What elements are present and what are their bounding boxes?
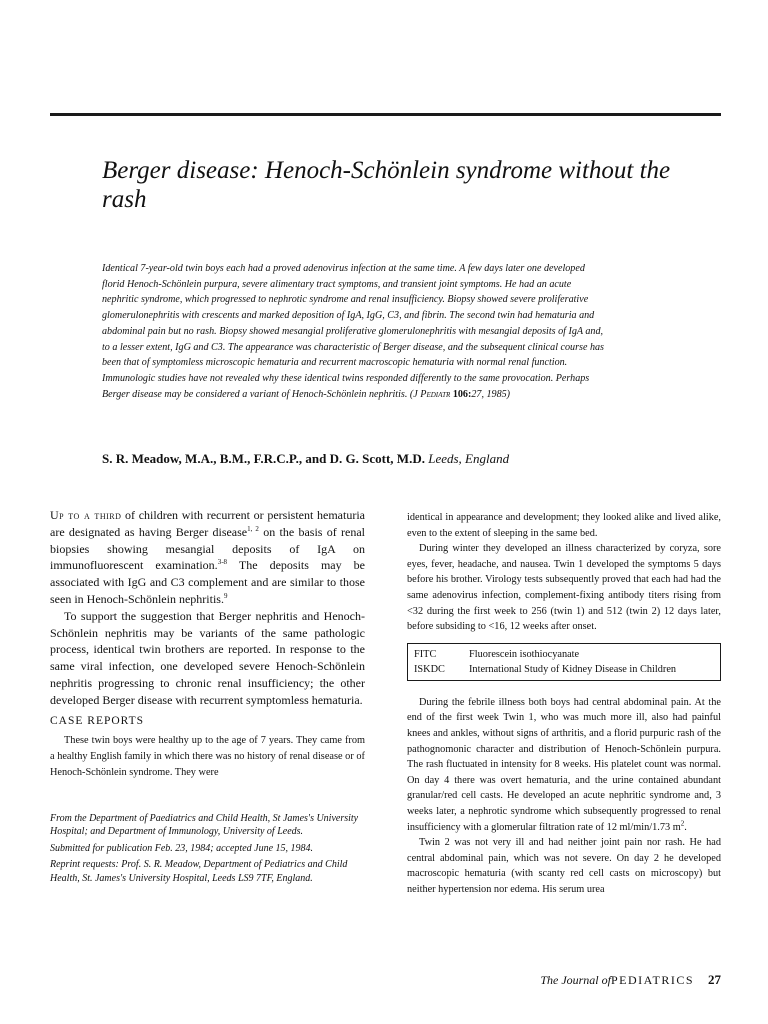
footnote-affiliation: From the Department of Paediatrics and Child Health, St James's University Hospital; and Department of Immunology, University of Leeds. bbox=[50, 813, 359, 838]
section-heading-case-reports: CASE REPORTS bbox=[50, 714, 145, 727]
right-paragraph-4: Twin 2 was not very ill and had neither joint pain nor rash. He had central abdominal pain, which was not severe. On day 2 he developed macroscopic hematuria (with scanty red cell casts on microscopy) but neither hypertension nor edema. His serum urea bbox=[407, 837, 721, 895]
ref-sup-3: 9 bbox=[223, 591, 228, 600]
unit-superscript: 2 bbox=[680, 819, 685, 828]
abstract-citation-journal: Pediatr bbox=[420, 388, 451, 400]
authors: S. R. Meadow, M.A., B.M., F.R.C.P., and D. G. Scott, M.D. bbox=[102, 451, 425, 466]
intro-paragraph-2: To support the suggestion that Berger nephritis and Henoch-Schönlein nephritis may be variants of the same pathologic process, identical twin brothers are reported. In response to the same viral infection, one developed severe Henoch-Schönlein nephritis progressing to chronic renal insufficiency; the other developed Berger disease with recurrent symptomless hematuria. bbox=[50, 608, 365, 707]
abstract bbox=[102, 261, 607, 402]
case-paragraph: These twin boys were healthy up to the age of 7 years. They came from a healthy English family in which there was no history of renal disease or of Henoch-Schönlein syndrome. They were bbox=[50, 735, 365, 778]
footnote-submitted: Submitted for publication Feb. 23, 1984; accepted June 15, 1984. bbox=[50, 842, 314, 854]
abbreviation-term: ISKDC bbox=[414, 663, 445, 675]
footnote-reprints: Reprint requests: Prof. S. R. Meadow, Department of Pediatrics and Child Health, St. James's University Hospital, Leeds LS9 7TF, England. bbox=[50, 859, 348, 884]
footnotes bbox=[50, 812, 365, 888]
intro-text-c: The deposits may be associated with IgG and C3 complement and are similar to those seen in Henoch-Schönlein nephritis. bbox=[50, 558, 366, 606]
intro-paragraph bbox=[50, 507, 365, 608]
abbreviation-definition: Fluorescein isothiocyanate bbox=[469, 648, 580, 660]
abbreviation-definition: International Study of Kidney Disease in Children bbox=[469, 663, 677, 675]
abbreviation-row bbox=[414, 647, 714, 662]
intro-leadin: Up to a third bbox=[50, 508, 122, 522]
author-affiliation: Leeds, England bbox=[428, 451, 510, 466]
right-paragraph-3-text: During the febrile illness both boys had central abdominal pain. At the end of the first week Twin 1, who was much more ill, also had painful knees and ankles, without signs of arthritis, and a florid purpuric rash of the pathognomonic character and distribution of Henoch-Schönlein purpura. The rash fluctuated in intensity for 8 weeks. His platelet count was normal. On day 4 there was overt hematuria, and the urine contained abundant granular/red cell casts. He developed an acute nephritic syndrome and, 3 weeks later, a nephrotic syndrome which subsequently progressed to renal insufficiency with a glomerular filtration rate of 12 ml/min/1.73 m bbox=[407, 696, 721, 833]
journal-name: PEDIATRICS bbox=[610, 973, 694, 987]
article-title: Berger disease: Henoch-Schönlein syndrome without the rash bbox=[102, 157, 671, 213]
page-number: 27 bbox=[708, 972, 721, 987]
author-line bbox=[102, 450, 662, 467]
right-paragraph-3-end: . bbox=[684, 821, 687, 833]
right-paragraph-2: During winter they developed an illness characterized by coryza, sore eyes, fever, headache, and nausea. Twin 1 developed the symptoms 5 days before his brother. Virology tests subsequently proved that each had had the same adenovirus infection, complement-fixing antibody titers rising from <32 during the first week to 256 (twin 1) and 512 (twin 2) 12 days later, before subsiding to <16, 12 weeks after onset. bbox=[407, 543, 721, 633]
ref-sup-1: 1, 2 bbox=[247, 524, 259, 533]
journal-prefix: The Journal of bbox=[540, 973, 611, 987]
ref-sup-2: 3-8 bbox=[217, 558, 228, 567]
abstract-text: Identical 7-year-old twin boys each had a proved adenovirus infection at the same time. A few days later one developed florid Henoch-Schönlein purpura, severe alimentary tract symptoms, and transient joint symptoms. He had an acute nephritic syndrome, which progressed to nephrotic syndrome and renal insufficiency. Biopsy showed severe proliferative glomerulonephritis with crescents and marked deposition of IgA, IgG, C3, and fibrin. The second twin had hematuria and abdominal pain but no rash. Biopsy showed mesangial proliferative glomerulonephritis with mesangial deposits of IgA and, to a lesser extent, IgG and C3. The appearance was characteristic of Berger disease, and the subsequent clinical course has been that of symptomless microscopic hematuria and recurrent macroscopic hematuria with normal renal function. Immunologic studies have not revealed why these identical twins responded differently to the same provocation. Perhaps Berger disease may be considered a variant of Henoch-Schönlein nephritis. bbox=[102, 263, 604, 400]
abstract-citation-volume: 106: bbox=[452, 388, 472, 400]
header-rule bbox=[50, 113, 721, 116]
intro-text-a: of children with recurrent or persistent hematuria are designated as having Berger disease bbox=[50, 508, 365, 539]
abstract-citation-rest: 27, 1985) bbox=[471, 388, 511, 400]
right-paragraph-3 bbox=[407, 695, 721, 835]
page-footer bbox=[500, 972, 721, 988]
right-paragraph-1: identical in appearance and development; they looked alike and lived alike, even to the extent of sleeping in the same bed. bbox=[407, 512, 721, 539]
left-column bbox=[50, 507, 365, 780]
abstract-citation-open: (J bbox=[409, 388, 421, 400]
intro-text-b: on the basis of renal biopsies showing mesangial deposits of IgA on immunofluorescent examination. bbox=[50, 524, 366, 573]
right-column bbox=[407, 510, 721, 897]
abbreviation-row bbox=[414, 662, 714, 677]
abbreviation-term: FITC bbox=[414, 648, 437, 660]
abbreviations-box bbox=[407, 643, 721, 681]
